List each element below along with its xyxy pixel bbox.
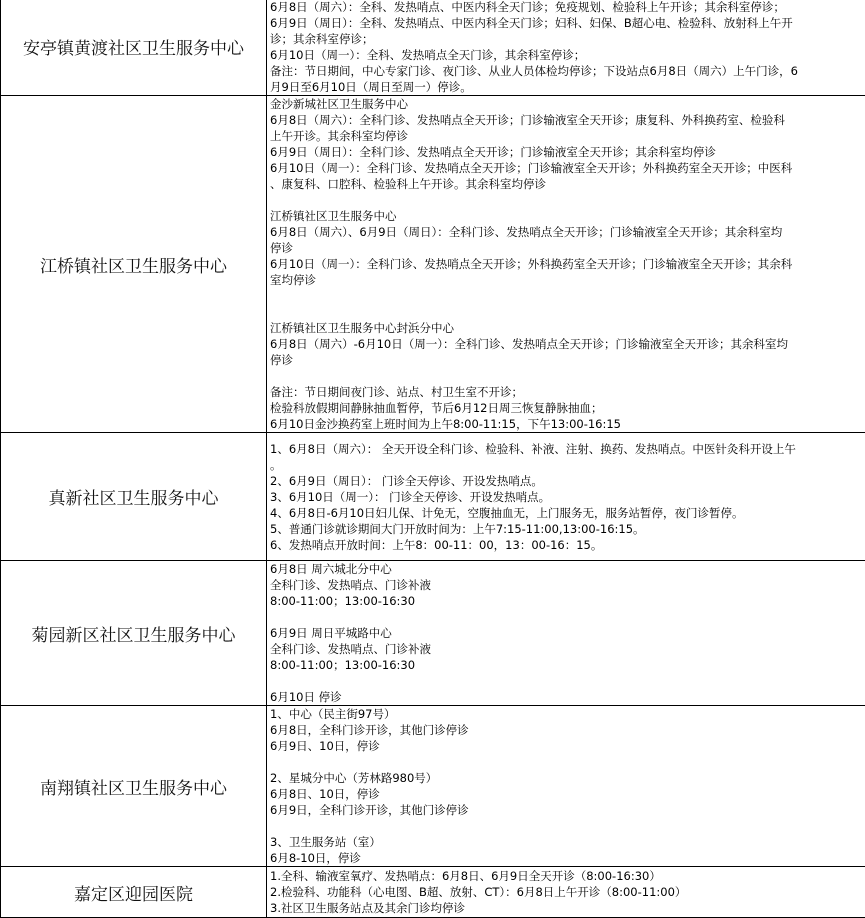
schedule-details (267, 0, 865, 96)
schedule-line: 停诊 (267, 352, 865, 368)
schedule-line: 月9日至6月10日（周日至周一）停诊。 (267, 79, 865, 95)
schedule-line: 江桥镇社区卫生服务中心 (267, 208, 865, 224)
schedule-line: 6月9日 周日平城路中心 (267, 625, 865, 641)
schedule-line: 江桥镇社区卫生服务中心封浜分中心 (267, 320, 865, 336)
schedule-line: 金沙新城社区卫生服务中心 (267, 96, 865, 112)
schedule-line: 2、6月9日（周日）： 门诊全天停诊、开设发热哨点。 (267, 473, 865, 489)
schedule-line: 2.检验科、功能科（心电图、B超、放射、CT）：6月8日上午开诊（8:00-11:00） (267, 884, 865, 900)
schedule-line: 备注：节日期间夜门诊、站点、村卫生室不开诊； (267, 384, 865, 400)
schedule-details (267, 867, 865, 918)
facility-row (1, 96, 865, 433)
facility-name: 嘉定区迎园医院 (1, 867, 267, 918)
schedule-line (267, 754, 865, 770)
schedule-line: 4、6月8日-6月10日妇儿保、计免无，空腹抽血无，上门服务无，服务站暂停，夜门诊暂停。 (267, 505, 865, 521)
facility-name: 真新社区卫生服务中心 (1, 433, 267, 561)
schedule-line: 6月8日（周六）：全科门诊、发热哨点全天开诊；门诊输液室全天开诊；康复科、外科换药室、检验科 (267, 112, 865, 128)
facility-name: 江桥镇社区卫生服务中心 (1, 96, 267, 433)
schedule-details (267, 561, 865, 706)
schedule-line (267, 818, 865, 834)
schedule-line: 6月8日（周六）、6月9日（周日）：全科门诊、发热哨点全天开诊；门诊输液室全天开诊；其余科室均 (267, 224, 865, 240)
schedule-line: 室均停诊 (267, 272, 865, 288)
facility-row (1, 867, 865, 918)
schedule-line: 6月8日（周六）：全科、发热哨点、中医内科全天门诊；免疫规划、检验科上午开诊；其余科室停诊； (267, 0, 865, 15)
schedule-line (267, 192, 865, 208)
schedule-line: 全科门诊、发热哨点、门诊补液 (267, 577, 865, 593)
schedule-line: 6月10日金沙换药室上班时间为上午8:00-11:15，下午13:00-16:15 (267, 416, 865, 432)
schedule-details (267, 96, 865, 433)
schedule-line: 停诊 (267, 240, 865, 256)
schedule-line: 6月10日 停诊 (267, 689, 865, 705)
schedule-line: 1.全科、输液室氧疗、发热哨点：6月8日、6月9日全天开诊（8:00-16:30） (267, 868, 865, 884)
schedule-line: 6月10日（周一）：全科门诊、发热哨点全天开诊；外科换药室全天开诊；门诊输液室全天开诊；其余科 (267, 256, 865, 272)
schedule-line: 诊；其余科室停诊； (267, 31, 865, 47)
schedule-line: 、康复科、口腔科、检验科上午开诊。其余科室均停诊 (267, 176, 865, 192)
facility-row (1, 0, 865, 96)
schedule-line: 2、星城分中心（芳林路980号） (267, 770, 865, 786)
schedule-line: 6月8日，全科门诊开诊，其他门诊停诊 (267, 722, 865, 738)
schedule-line: 8:00-11:00；13:00-16:30 (267, 657, 865, 673)
schedule-line: 5、普通门诊就诊期间大门开放时间为：上午7:15-11:00,13:00-16:15。 (267, 521, 865, 537)
facility-name: 南翔镇社区卫生服务中心 (1, 706, 267, 867)
schedule-line: 6月9日、10日，停诊 (267, 738, 865, 754)
schedule-line: 。 (267, 457, 865, 473)
schedule-line: 1、中心（民主街97号） (267, 706, 865, 722)
schedule-line: 6月9日（周日）：全科门诊、发热哨点全天开诊；门诊输液室全天开诊；其余科室均停诊 (267, 144, 865, 160)
schedule-line: 6月8日、10日，停诊 (267, 786, 865, 802)
schedule-line: 上午开诊。其余科室均停诊 (267, 128, 865, 144)
schedule-line: 6月8日（周六）-6月10日（周一）：全科门诊、发热哨点全天开诊；门诊输液室全天开诊；其余科室均 (267, 336, 865, 352)
facility-row (1, 706, 865, 867)
schedule-line (267, 288, 865, 304)
facility-row (1, 561, 865, 706)
schedule-line (267, 304, 865, 320)
facility-name: 菊园新区社区卫生服务中心 (1, 561, 267, 706)
schedule-line: 6月9日，全科门诊开诊，其他门诊停诊 (267, 802, 865, 818)
schedule-details (267, 706, 865, 867)
schedule-line: 6月8日 周六城北分中心 (267, 561, 865, 577)
schedule-line: 3、6月10日（周一）： 门诊全天停诊、开设发热哨点。 (267, 489, 865, 505)
schedule-line: 全科门诊、发热哨点、门诊补液 (267, 641, 865, 657)
schedule-line: 6月9日（周日）：全科、发热哨点、中医内科全天门诊；妇科、妇保、B超心电、检验科、放射科上午开 (267, 15, 865, 31)
schedule-line: 6、发热哨点开放时间：上午8：00-11：00，13：00-16：15。 (267, 537, 865, 553)
schedule-line (267, 368, 865, 384)
schedule-line (267, 609, 865, 625)
schedule-line: 6月10日（周一）：全科、发热哨点全天门诊，其余科室停诊； (267, 47, 865, 63)
schedule-line: 3.社区卫生服务站点及其余门诊均停诊 (267, 900, 865, 916)
schedule-line: 1、6月8日（周六）： 全天开设全科门诊、检验科、补液、注射、换药、发热哨点。中医针灸科开设上午 (267, 441, 865, 457)
facility-name: 安亭镇黄渡社区卫生服务中心 (1, 0, 267, 96)
schedule-line: 检验科放假期间静脉抽血暂停，节后6月12日周三恢复静脉抽血； (267, 400, 865, 416)
schedule-line: 3、卫生服务站（室） (267, 834, 865, 850)
schedule-line: 8:00-11:00；13:00-16:30 (267, 593, 865, 609)
facility-row (1, 433, 865, 561)
schedule-line (267, 673, 865, 689)
schedule-line: 备注：节日期间，中心专家门诊、夜门诊、从业人员体检均停诊；下设站点6月8日（周六）上午门诊，6 (267, 63, 865, 79)
schedule-line: 6月10日（周一）：全科门诊、发热哨点全天开诊；门诊输液室全天开诊；外科换药室全天开诊；中医科 (267, 160, 865, 176)
schedule-details (267, 433, 865, 561)
schedule-line: 6月8-10日，停诊 (267, 850, 865, 866)
